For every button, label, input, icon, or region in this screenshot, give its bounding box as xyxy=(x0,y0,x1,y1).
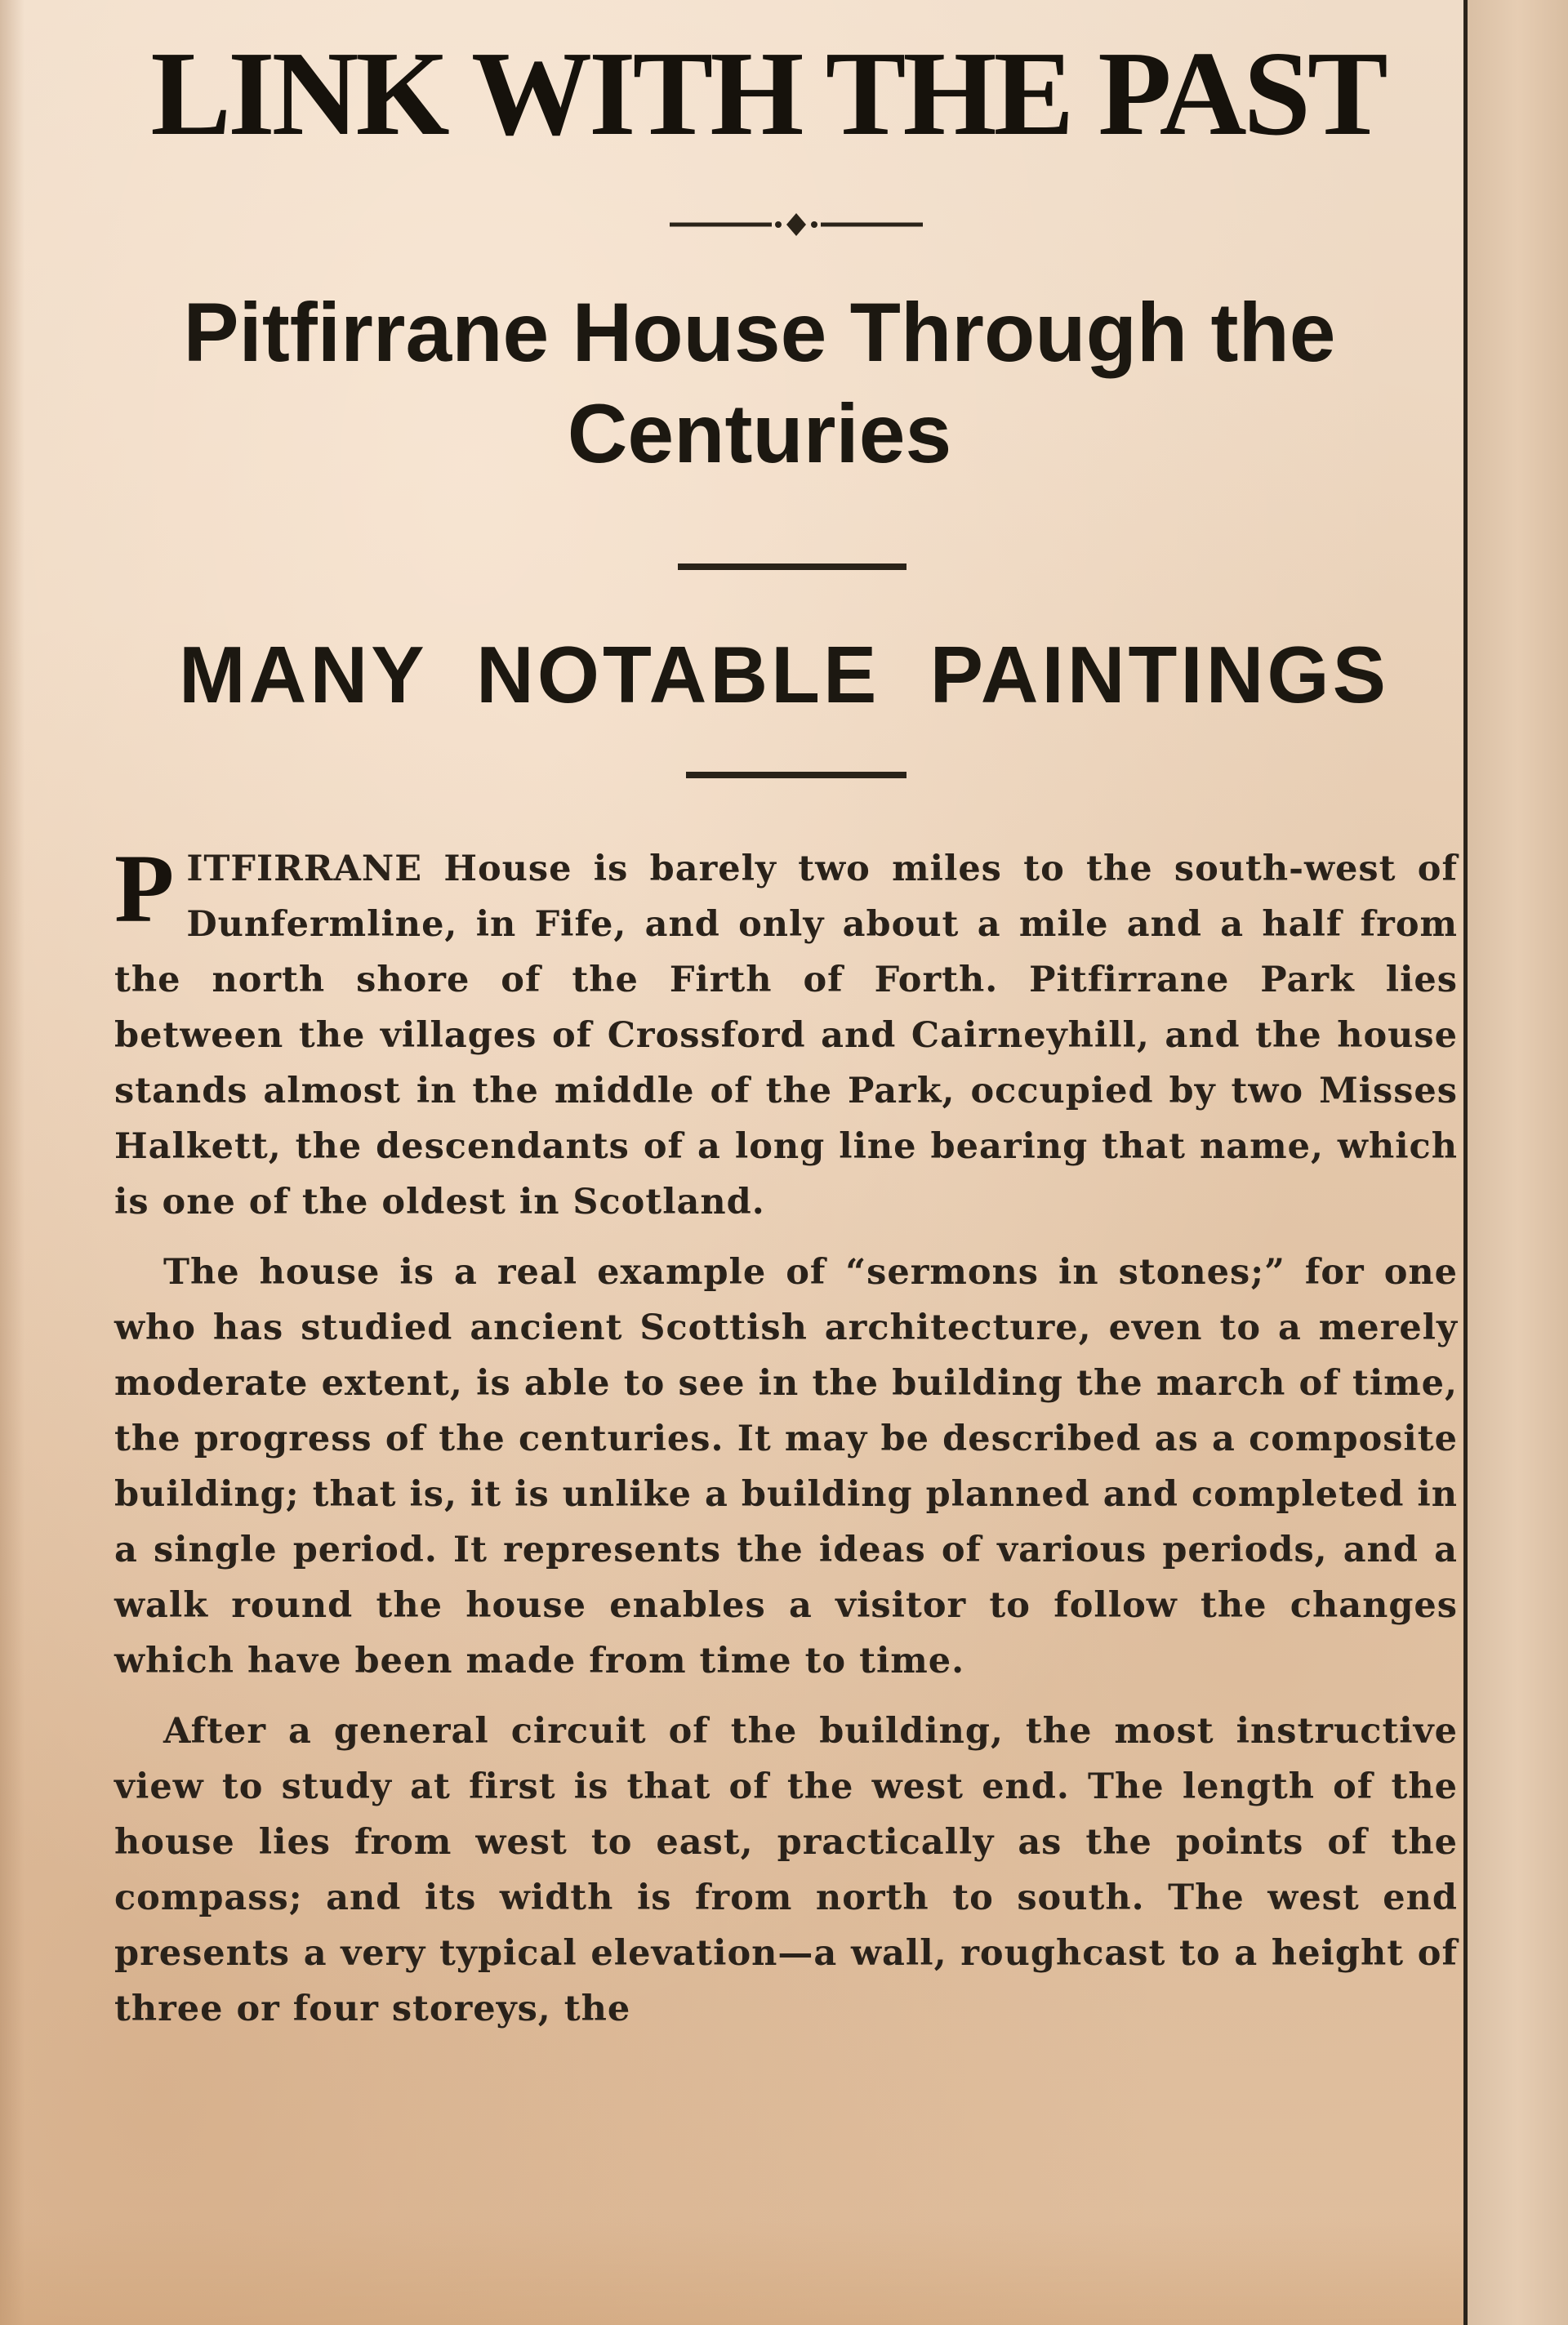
deck-heading: MANY NOTABLE PAINTINGS xyxy=(179,630,1389,719)
ornament-divider xyxy=(670,208,923,241)
section-rule xyxy=(678,563,906,570)
paper-stain xyxy=(0,2221,1463,2325)
subheadline: Pitfirrane House Through the Centuries xyxy=(183,286,1336,480)
page-edge-shadow xyxy=(0,0,24,2325)
paragraph-1 xyxy=(114,834,1458,1230)
drop-cap: P xyxy=(114,834,176,942)
section-rule xyxy=(686,772,906,778)
paragraph-1-text: ITFIRRANE House is barely two miles to the south-west of Dunfermline, in Fife, and only about a mile and a half from the north shore of the Firth of Forth. Pitfirrane Park lies between the villages of Crossford and Cairneyhill, and the house stands almost in the middle of the Park, occupied by two Misses Halkett, the descendants of a long line bearing that name, which is one of the oldest in Scotland. xyxy=(114,848,1458,1223)
paragraph-3: After a general circuit of the building, the most instructive view to study at first is that of the west end. The length of the house lies from west to east, practically as the points of the compass; and its width is from north to south. The west end presents a very typical elevation—a wall, roughcast to a height of three or four storeys, the xyxy=(114,1711,1458,2029)
article-body xyxy=(114,834,1458,2051)
headline: LINK WITH THE PAST xyxy=(150,27,1385,161)
paragraph-2: The house is a real example of “sermons in stones;” for one who has studied ancient Scottish architecture, even to a merely moderate extent, is able to see in the building the march of time, the progress of the centuries. It may be described as a composite building; that is, it is unlike a building planned and completed in a single period. It represents the ideas of various periods, and a walk round the house enables a visitor to follow the changes which have been made from time to time. xyxy=(114,1252,1458,1681)
adjacent-column-edge xyxy=(1468,0,1568,2325)
